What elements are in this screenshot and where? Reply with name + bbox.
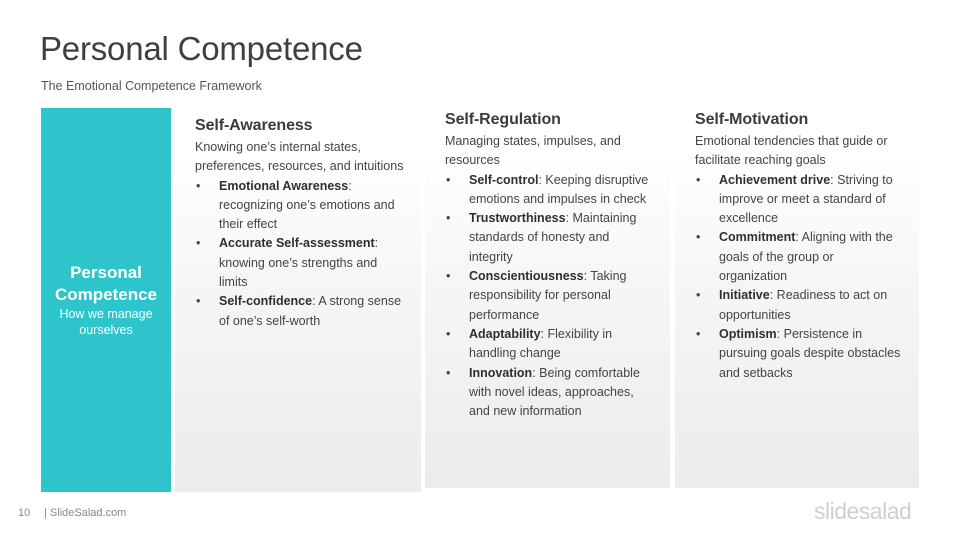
list-item — [445, 171, 654, 210]
column-heading: Self-Awareness — [195, 117, 313, 134]
list-item — [445, 364, 654, 422]
bullet-icon: • — [446, 365, 451, 380]
slide-title: Personal Competence — [40, 30, 363, 67]
list-item — [445, 267, 654, 325]
column-description: Managing states, impulses, and resources — [445, 134, 621, 168]
column-self-awareness — [175, 108, 421, 492]
bullet-icon: • — [696, 172, 701, 187]
item-text: : Being comfortable with novel ideas, approaches, and new information — [469, 365, 640, 419]
item-text: : Maintaining standards of honesty and integrity — [469, 211, 637, 264]
list-item — [445, 325, 654, 364]
bullet-list — [195, 177, 405, 331]
bullet-icon: • — [696, 230, 701, 245]
item-text: : Aligning with the goals of the group or organization — [719, 230, 893, 284]
item-term: Self-confidence — [219, 294, 313, 309]
list-item — [195, 234, 405, 292]
item-text: : Flexibility in handling change — [469, 326, 613, 361]
list-item — [195, 177, 405, 235]
item-text: : Persistence in pursuing goals despite obstacles and setbacks — [719, 326, 901, 380]
bullet-icon: • — [446, 326, 451, 341]
accent-panel-subtitle: How we manage ourselves — [59, 307, 153, 337]
item-term: Accurate Self-assessment — [219, 236, 375, 251]
bullet-list — [445, 171, 654, 422]
item-term: Commitment — [719, 230, 796, 245]
slide-subtitle: The Emotional Competence Framework — [41, 79, 262, 93]
accent-panel — [41, 108, 171, 492]
bullet-icon: • — [446, 172, 451, 187]
list-item — [445, 209, 654, 267]
item-text: : recognizing one’s emotions and their effect — [219, 178, 395, 232]
item-term: Adaptability — [469, 326, 541, 341]
bullet-icon: • — [696, 288, 701, 303]
page-number: 10 — [18, 507, 31, 519]
item-text: : Taking responsibility for personal performance — [469, 269, 627, 322]
bullet-icon: • — [196, 294, 201, 309]
bullet-icon: • — [196, 178, 201, 193]
item-term: Innovation — [469, 365, 533, 380]
bullet-icon: • — [446, 211, 451, 226]
item-term: Achievement drive — [719, 172, 831, 187]
item-text: : A strong sense of one’s self-worth — [219, 294, 402, 328]
slidesalad-logo: slidesalad — [814, 498, 912, 524]
column-heading: Self-Regulation — [445, 111, 561, 128]
item-term: Initiative — [719, 288, 770, 303]
list-item — [695, 286, 903, 325]
column-description: Emotional tendencies that guide or facilitate reaching goals — [695, 134, 888, 168]
list-item — [695, 171, 903, 229]
item-term: Optimism — [719, 326, 777, 341]
item-text: : Striving to improve or meet a standard of excellence — [719, 172, 893, 226]
item-term: Trustworthiness — [469, 211, 566, 226]
column-self-regulation — [425, 108, 670, 488]
footer-site-link: | SlideSalad.com — [44, 507, 127, 519]
item-text: : Keeping disruptive emotions and impulses in check — [469, 172, 649, 206]
item-text: : Readiness to act on opportunities — [719, 288, 888, 322]
bullet-icon: • — [446, 269, 451, 284]
item-term: Self-control — [469, 172, 539, 187]
accent-panel-title: Personal Competence — [54, 263, 158, 304]
item-text: : knowing one’s strengths and limits — [219, 236, 379, 290]
column-self-motivation — [675, 108, 919, 488]
list-item — [195, 292, 405, 331]
list-item — [695, 228, 903, 286]
bullet-icon: • — [196, 236, 201, 251]
list-item — [695, 325, 903, 383]
column-heading: Self-Motivation — [695, 111, 809, 128]
bullet-list — [695, 171, 903, 383]
column-description: Knowing one’s internal states, preferences, resources, and intuitions — [195, 140, 404, 174]
item-term: Conscientiousness — [469, 269, 584, 284]
bullet-icon: • — [696, 326, 701, 341]
item-term: Emotional Awareness — [219, 178, 349, 193]
